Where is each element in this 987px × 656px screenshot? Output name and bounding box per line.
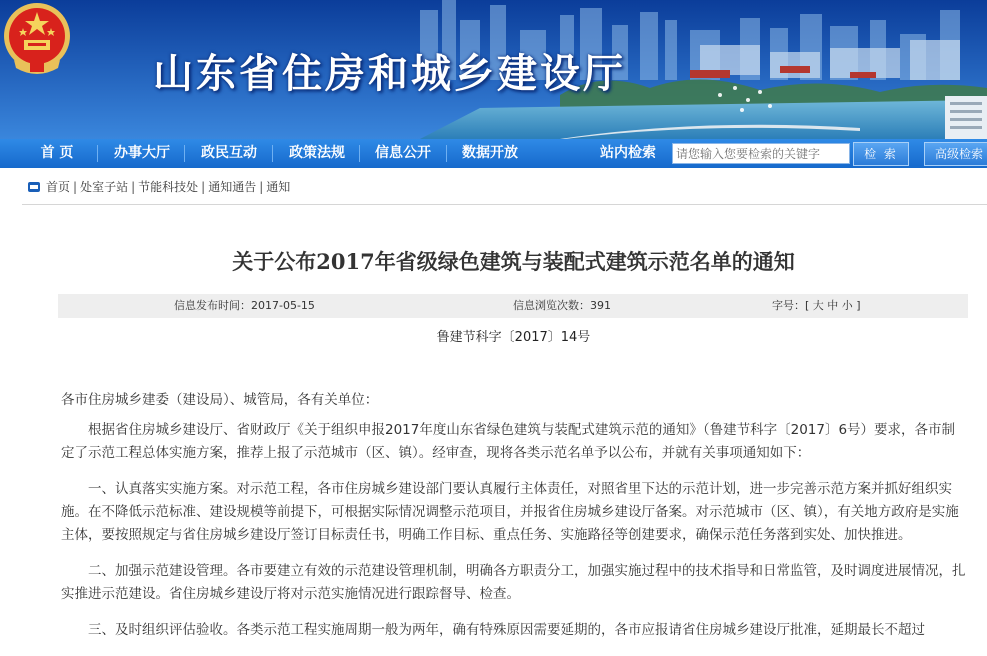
advanced-search-button[interactable]: 高级检索 [924,142,987,166]
publish-time: 信息发布时间：2017-05-15 [174,299,315,312]
document-number: 鲁建节科字〔2017〕14号 [436,330,591,345]
nav-divider [446,145,447,162]
breadcrumb-current[interactable]: 通知 [266,180,291,194]
breadcrumb-separator: | [73,180,78,194]
nav-divider [184,145,185,162]
nav-service-hall[interactable]: 办事大厅 [114,145,170,161]
site-title: 山东省住房和城乡建设厅 [153,50,626,97]
nav-info-disclosure[interactable]: 信息公开 [375,145,431,161]
breadcrumb-energy-tech[interactable]: 节能科技处 [138,180,199,194]
search-input[interactable] [672,143,850,164]
nav-open-data[interactable]: 数据开放 [462,145,518,161]
nav-interaction[interactable]: 政民互动 [201,145,257,161]
breadcrumb-notices[interactable]: 通知通告 [208,180,257,194]
salutation: 各市住房城乡建委（建设局）、城管局，各有关单位： [61,392,379,408]
main-nav [0,139,987,168]
breadcrumb-separator: | [131,180,136,194]
breadcrumb [28,178,290,195]
search-label: 站内检索 [600,145,656,161]
body-paragraph: 三、及时组织评估验收。各类示范工程实施周期一般为两年，确有特殊原因需要延期的，各市应报请省住房城乡建设厅批准，延期最长不超过 [88,622,925,638]
nav-home[interactable]: 首 页 [40,145,74,161]
article-info-bar [58,294,968,318]
site-banner [0,0,987,139]
body-paragraph: 一、认真落实实施方案。对示范工程，各市住房城乡建设部门要认真履行主体责任，对照省里下达的示范计划，进一步完善示范方案并抓好组织实施。在不降低示范标准、建设规模等前提下，可根据实际情况调整示范项目，并报省住房城乡建设厅备案。对示范城市（区、镇），有关地方政府是实施主体，要按照规定与省住房城乡建设厅签订目标责任书，明确工作目标、重点任务、实施路径等创建要求，确保示范任务落到实处、加快推进。 [61,481,959,543]
breadcrumb-home[interactable]: 首页 [46,180,71,194]
breadcrumb-separator: | [201,180,206,194]
nav-divider [359,145,360,162]
nav-divider [97,145,98,162]
body-paragraph: 二、加强示范建设管理。各市要建立有效的示范建设管理机制，明确各方职责分工，加强实施过程中的技术指导和日常监管，及时调度进展情况，扎实推进示范建设。省住房城乡建设厅将对示范实施情况进行跟踪督导、检查。 [61,563,966,602]
nav-divider [272,145,273,162]
view-count: 信息浏览次数：391 [513,299,611,312]
breadcrumb-divider [22,204,987,205]
national-emblem-icon [0,0,74,78]
article-title: 关于公布2017年省级绿色建筑与装配式建筑示范名单的通知 [232,249,795,274]
search-button[interactable]: 检 索 [853,142,909,166]
home-icon [28,182,40,192]
article-body [61,389,968,642]
body-paragraph: 根据省住房城乡建设厅、省财政厅《关于组织申报2017年度山东省绿色建筑与装配式建筑示范的通知》（鲁建节科字〔2017〕6号）要求，各市制定了示范工程总体实施方案，推荐上报了示范城市（区、镇）。经审查，现将各类示范名单予以公布，并就有关事项通知如下： [61,422,956,461]
font-size-switcher[interactable]: 字号：[ 大 中 小 ] [772,299,861,312]
breadcrumb-separator: | [259,180,264,194]
breadcrumb-sub-sites[interactable]: 处室子站 [80,180,129,194]
nav-policies[interactable]: 政策法规 [289,145,345,161]
